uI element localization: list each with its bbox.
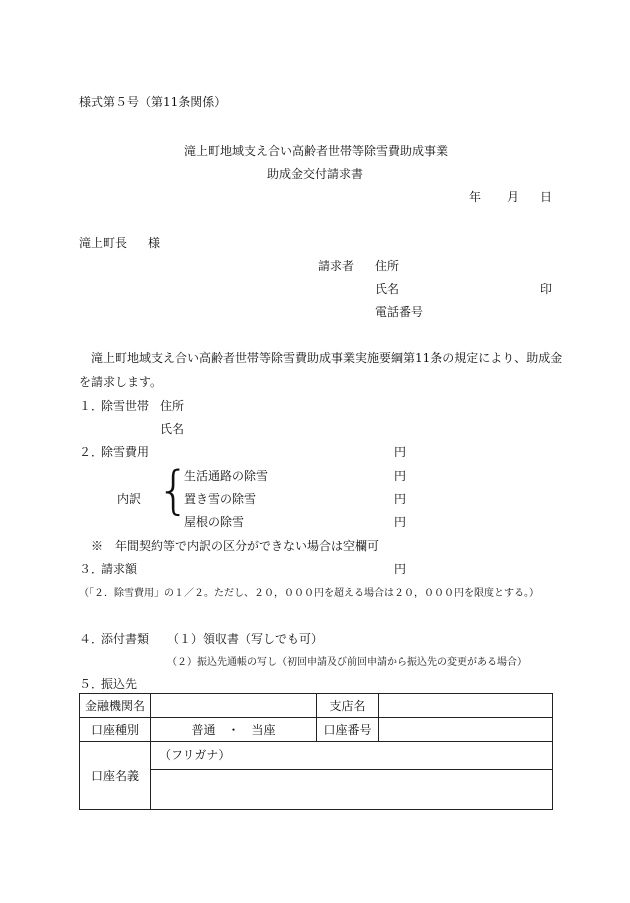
attachment-item-2: （２）振込先通帳の写し（初回申請及び前回申請から振込先の変更がある場合）: [167, 657, 527, 668]
section1-label: 除雪世帯: [101, 399, 150, 413]
section4-label: 添付書類: [101, 632, 150, 646]
breakdown-item-label: 生活通路の除雪: [184, 469, 269, 483]
applicant-address-label: 住所: [375, 259, 400, 273]
section5-number: ５．: [79, 677, 104, 691]
section2-number: ２．: [79, 445, 104, 459]
account-holder-label: 口座名義: [80, 742, 151, 810]
section1-number: １．: [79, 399, 104, 413]
addressee-honorific: 様: [148, 236, 161, 250]
body-text-line2: を請求します。: [79, 375, 163, 389]
applicant-name-label: 氏名: [375, 282, 400, 296]
branch-field[interactable]: [379, 694, 553, 718]
body-text-line1: 滝上町地域支え合い高齢者世帯等除雪費助成事業実施要綱第11条の規定により、助成金: [91, 351, 563, 365]
breakdown-item-label: 置き雪の除雪: [184, 492, 257, 506]
date-month: 月: [507, 190, 520, 204]
bank-name-label: 金融機関名: [80, 694, 151, 718]
section1-address: 住所: [160, 399, 185, 413]
account-type-label: 口座種別: [80, 718, 151, 742]
form-number: 様式第５号（第11条関係）: [79, 95, 227, 109]
form-title: 滝上町地域支え合い高齢者世帯等除雪費助成事業: [184, 144, 449, 158]
section3-yen: 円: [394, 562, 407, 576]
furigana-field[interactable]: （フリガナ）: [151, 742, 553, 770]
section5-label: 振込先: [101, 677, 138, 691]
breakdown-label: 内訳: [117, 492, 142, 506]
section2-yen: 円: [394, 445, 407, 459]
section3-number: ３．: [79, 562, 104, 576]
applicant-label: 請求者: [318, 259, 355, 273]
section3-label: 請求額: [101, 562, 138, 576]
section2-label: 除雪費用: [101, 445, 150, 459]
date-year: 年: [469, 190, 482, 204]
account-number-label: 口座番号: [317, 718, 379, 742]
form-subtitle: 助成金交付請求書: [267, 167, 364, 181]
account-holder-field[interactable]: [151, 770, 553, 810]
branch-label: 支店名: [317, 694, 379, 718]
date-day: 日: [540, 190, 553, 204]
seal-mark: 印: [540, 282, 553, 296]
addressee-name: 滝上町長: [79, 236, 128, 250]
breakdown-item-yen: 円: [394, 515, 407, 529]
breakdown-item-yen: 円: [394, 469, 407, 483]
bank-name-field[interactable]: [151, 694, 317, 718]
section4-number: ４．: [79, 632, 104, 646]
account-type-options[interactable]: 普通 ・ 当座: [151, 718, 317, 742]
breakdown-item-label: 屋根の除雪: [184, 515, 245, 529]
account-number-field[interactable]: [379, 718, 553, 742]
breakdown-brace: {: [157, 461, 191, 521]
section1-name: 氏名: [160, 422, 185, 436]
bank-account-table: [79, 693, 553, 810]
attachment-item-1: （１）領収書（写しでも可）: [167, 632, 324, 646]
applicant-phone-label: 電話番号: [375, 305, 424, 319]
breakdown-note: ※ 年間契約等で内訳の区分ができない場合は空欄可: [91, 539, 380, 553]
breakdown-item-yen: 円: [394, 492, 407, 506]
section3-note: （「２．除雪費用」の１／２。ただし、２０，０００円を超える場合は２０，０００円を限度とする。）: [79, 588, 539, 599]
